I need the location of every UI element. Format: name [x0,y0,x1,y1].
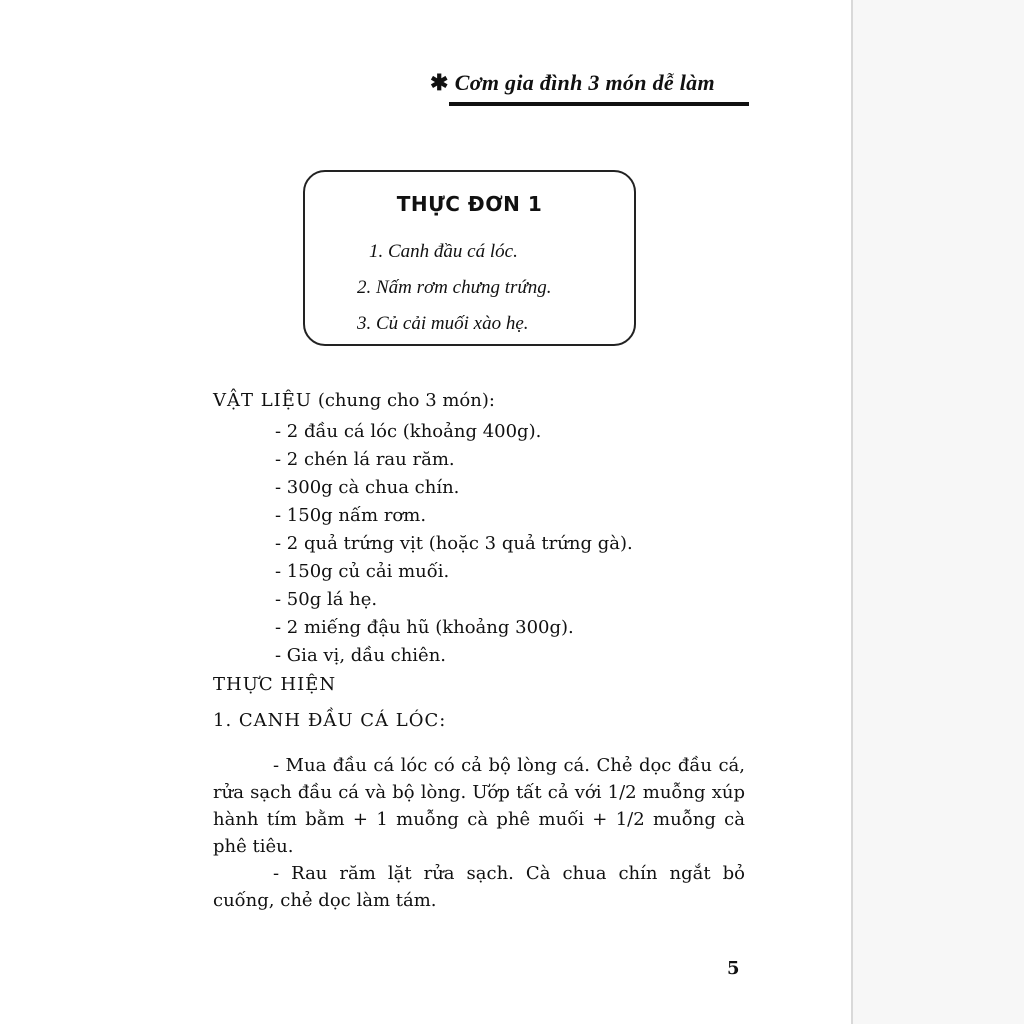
instruction-paragraph: - Rau răm lặt rửa sạch. Cà chua chín ngắt bỏ cuống, chẻ dọc làm tám. [213,863,745,911]
ingredient-item: - 2 đầu cá lóc (khoảng 400g). [275,421,542,442]
ingredient-item: - 150g nấm rơm. [275,505,427,526]
instruction-paragraph: - Mua đầu cá lóc có cả bộ lòng cá. Chẻ dọc đầu cá, rửa sạch đầu cá và bộ lòng. Ướp tất cả với 1/2 muỗng xúp hành tím bằm + 1 muỗng cà phê muối + 1/2 muỗng cà phê tiêu. [213,755,745,857]
ingredient-item: - 2 miếng đậu hũ (khoảng 300g). [275,617,574,638]
materials-heading-note: (chung cho 3 món): [312,390,495,411]
ingredient-item: - 2 chén lá rau răm. [275,449,455,470]
ingredient-item: - 150g củ cải muối. [275,561,450,582]
ingredient-item: - 300g cà chua chín. [275,477,460,498]
page-shadow [853,0,1024,1024]
running-header-title: Cơm gia đình 3 món dễ làm [454,70,715,95]
menu-item: 3. Củ cải muối xào hẹ. [357,313,529,334]
menu-title: THỰC ĐƠN 1 [396,192,543,216]
menu-item: 1. Canh đầu cá lóc. [369,241,518,262]
page-number: 5 [727,958,740,979]
ingredient-item: - 2 quả trứng vịt (hoặc 3 quả trứng gà). [275,533,633,554]
menu-box [303,170,636,346]
header-rule [449,102,749,106]
star-icon: ✱ [430,70,449,95]
ingredient-list [275,418,633,670]
materials-heading [213,390,495,411]
menu-item: 2. Nấm rơm chưng trứng. [357,277,552,298]
dish-heading: 1. CANH ĐẦU CÁ LÓC: [213,710,447,731]
materials-heading-label: VẬT LIỆU [213,390,313,411]
page-edge [851,0,853,1024]
process-heading: THỰC HIỆN [213,674,337,695]
ingredient-item: - Gia vị, dầu chiên. [275,645,447,666]
menu-list [357,234,551,342]
running-header [430,70,750,96]
ingredient-item: - 50g lá hẹ. [275,589,378,610]
